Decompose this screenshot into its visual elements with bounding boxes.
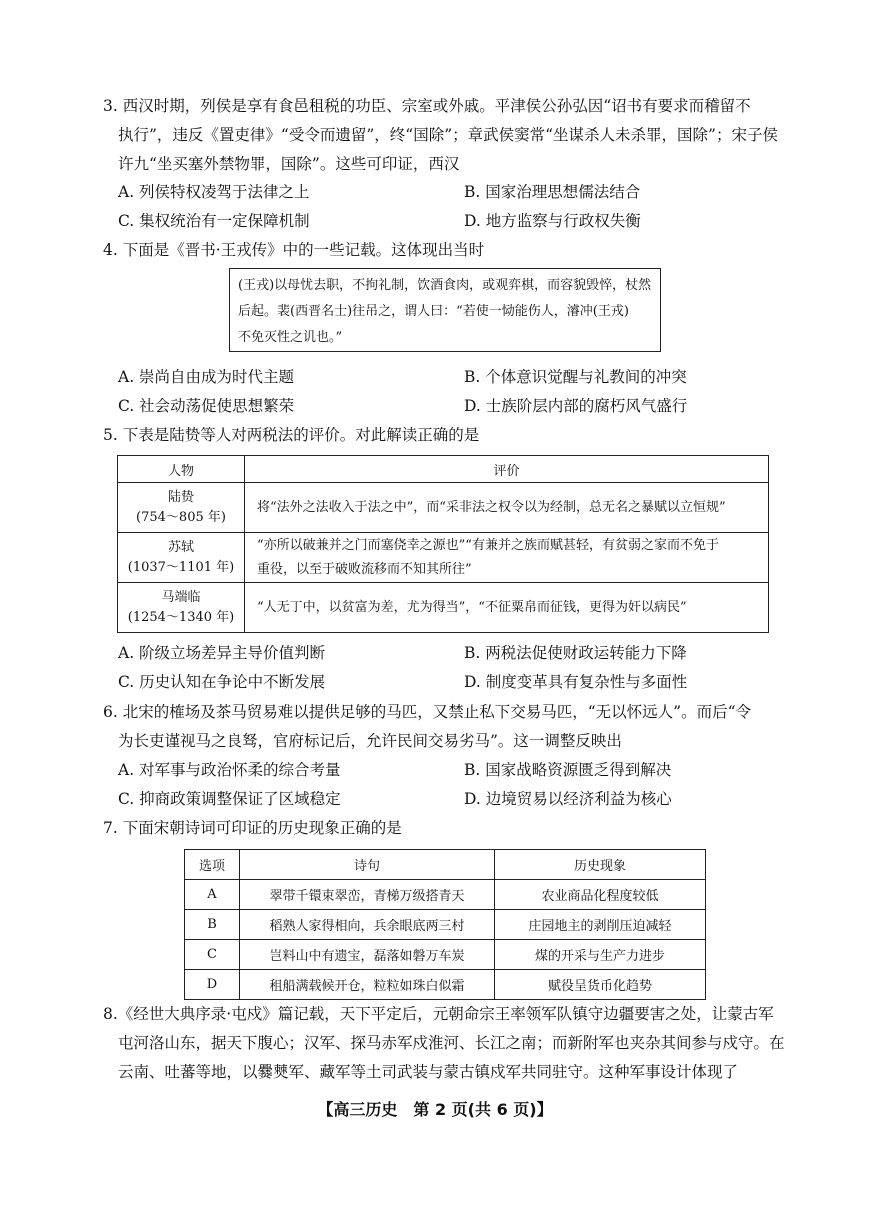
q8-stem-line-3: 云南、吐蕃等地，以爨僰军、藏军等土司武装与蒙古镇戍军共同驻守。这种军事设计体现了 <box>118 1063 739 1081</box>
q4-option-d: D. 士族阶层内部的腐朽风气盛行 <box>464 397 688 415</box>
q4-stem: 4. 下面是《晋书·王戎传》中的一些记载。这体现出当时 <box>103 241 485 259</box>
q5-option-d: D. 制度变革具有复杂性与多面性 <box>464 673 688 691</box>
eval-line: 重役，以至于破败流移而不知其所往” <box>257 561 472 577</box>
q7-phenomenon-cell: 赋役呈货币化趋势 <box>495 970 706 1000</box>
q3-stem-line-3: 许九“坐买塞外禁物罪，国除”。这些可印证，西汉 <box>118 155 460 173</box>
eval-line: “人无丁中，以贫富为差，尤为得当”，“不征粟帛而征钱，更得为奸以病民” <box>257 599 687 615</box>
q7-table-header <box>185 850 706 880</box>
q5-option-b: B. 两税法促使财政运转能力下降 <box>464 644 687 662</box>
q6-option-c: C. 抑商政策调整保证了区域稳定 <box>118 790 341 808</box>
q7-poem-cell: 租船满载候开仓，粒粒如珠白似霜 <box>240 970 495 1000</box>
q4-quote-line-3: 不免灭性之讥也。” <box>238 330 343 345</box>
person-name: 陆贽 <box>167 489 194 505</box>
q8-stem-line-1: 8.《经世大典序录·屯戍》篇记载，天下平定后，元朝命宗王率领军队镇守边疆要害之处，让蒙古军 <box>103 1005 774 1023</box>
q6-stem-line-2: 为长吏谨视马之良驽，官府标记后，允许民间交易劣马”。这一调整反映出 <box>118 732 622 750</box>
q5-header-eval: 评价 <box>245 456 769 483</box>
q7-poem-cell: 翠带千镮束翠峦，青梯万级搭青天 <box>240 880 495 910</box>
table-row <box>118 583 769 633</box>
q6-option-b: B. 国家战略资源匮乏得到解决 <box>464 761 672 779</box>
q5-table-header <box>118 456 769 483</box>
q7-header-poem: 诗句 <box>240 850 495 880</box>
q7-table <box>184 849 706 1000</box>
q7-phenomenon-cell: 煤的开采与生产力进步 <box>495 940 706 970</box>
table-row <box>118 533 769 583</box>
q7-option-cell: A <box>185 880 240 910</box>
q5-eval-cell <box>245 583 769 633</box>
person-years: (1254～1340 年) <box>127 609 235 625</box>
eval-line: “亦所以破兼并之门而塞侥幸之源也”“有兼并之族而赋甚轻，有贫弱之家而不免于 <box>257 537 719 553</box>
q7-option-cell: C <box>185 940 240 970</box>
q6-stem-line-1: 6. 北宋的榷场及茶马贸易难以提供足够的马匹，又禁止私下交易马匹，“无以怀远人”。而后“令 <box>103 703 751 721</box>
q4-quote-line-2: 后起。裴(西晋名士)往吊之，谓人曰：“若使一恸能伤人，濬冲(王戎) <box>238 304 629 319</box>
q4-option-b: B. 个体意识觉醒与礼教间的冲突 <box>464 368 687 386</box>
q7-phenomenon-cell: 农业商品化程度较低 <box>495 880 706 910</box>
q7-header-phenomenon: 历史现象 <box>495 850 706 880</box>
table-row <box>185 910 706 940</box>
q7-poem-cell: 稻熟人家得相向，兵余眼底两三村 <box>240 910 495 940</box>
table-row <box>118 483 769 533</box>
page-footer: 【高三历史 第 2 页(共 6 页)】 <box>317 1100 553 1119</box>
q5-header-person: 人物 <box>118 456 245 483</box>
q3-stem-line-1: 3. 西汉时期，列侯是享有食邑租税的功臣、宗室或外戚。平津侯公孙弘因“诏书有要求而稽留不 <box>103 97 751 115</box>
q5-stem: 5. 下表是陆贽等人对两税法的评价。对此解读正确的是 <box>103 426 480 444</box>
person-name: 苏轼 <box>167 539 194 555</box>
q5-eval-cell <box>245 483 769 533</box>
q5-person-cell <box>118 533 245 583</box>
q3-option-b: B. 国家治理思想儒法结合 <box>464 183 641 201</box>
q7-option-cell: D <box>185 970 240 1000</box>
q4-quote-box <box>229 268 661 352</box>
q3-option-a: A. 列侯特权凌驾于法律之上 <box>118 183 310 201</box>
q3-option-d: D. 地方监察与行政权失衡 <box>464 212 641 230</box>
q7-stem: 7. 下面宋朝诗词可印证的历史现象正确的是 <box>103 819 402 837</box>
q4-option-c: C. 社会动荡促使思想繁荣 <box>118 397 295 415</box>
q5-table <box>117 455 769 633</box>
q7-option-cell: B <box>185 910 240 940</box>
q3-option-c: C. 集权统治有一定保障机制 <box>118 212 310 230</box>
q5-person-cell <box>118 583 245 633</box>
q4-option-a: A. 崇尚自由成为时代主题 <box>118 368 295 386</box>
table-row <box>185 970 706 1000</box>
table-row <box>185 940 706 970</box>
q5-option-a: A. 阶级立场差异主导价值判断 <box>118 644 326 662</box>
person-years: (754～805 年) <box>136 509 226 525</box>
q5-person-cell <box>118 483 245 533</box>
q6-option-d: D. 边境贸易以经济利益为核心 <box>464 790 672 808</box>
q7-poem-cell: 岂料山中有遗宝，磊落如磐万车炭 <box>240 940 495 970</box>
q5-option-c: C. 历史认知在争论中不断发展 <box>118 673 326 691</box>
q7-phenomenon-cell: 庄园地主的剥削压迫减轻 <box>495 910 706 940</box>
q6-option-a: A. 对军事与政治怀柔的综合考量 <box>118 761 341 779</box>
person-name: 马端临 <box>161 589 201 605</box>
q8-stem-line-2: 屯河洛山东，据天下腹心；汉军、探马赤军戍淮河、长江之南；而新附军也夹杂其间参与戍守。在 <box>118 1034 785 1052</box>
q4-quote-line-1: (王戎)以母忧去职，不拘礼制，饮酒食肉，或观弈棋，而容貌毁悴，杖然 <box>238 278 652 293</box>
table-row <box>185 880 706 910</box>
q5-eval-cell <box>245 533 769 583</box>
q3-stem-line-2: 执行”，违反《置吏律》“受令而遗留”，终“国除”；章武侯窦常“坐谋杀人未杀罪，国除”；宋子侯 <box>118 126 778 144</box>
q7-header-option: 选项 <box>185 850 240 880</box>
eval-line: 将“法外之法收入于法之中”，而“采非法之权令以为经制，总无名之暴赋以立恒规” <box>257 499 726 515</box>
person-years: (1037～1101 年) <box>127 559 235 575</box>
